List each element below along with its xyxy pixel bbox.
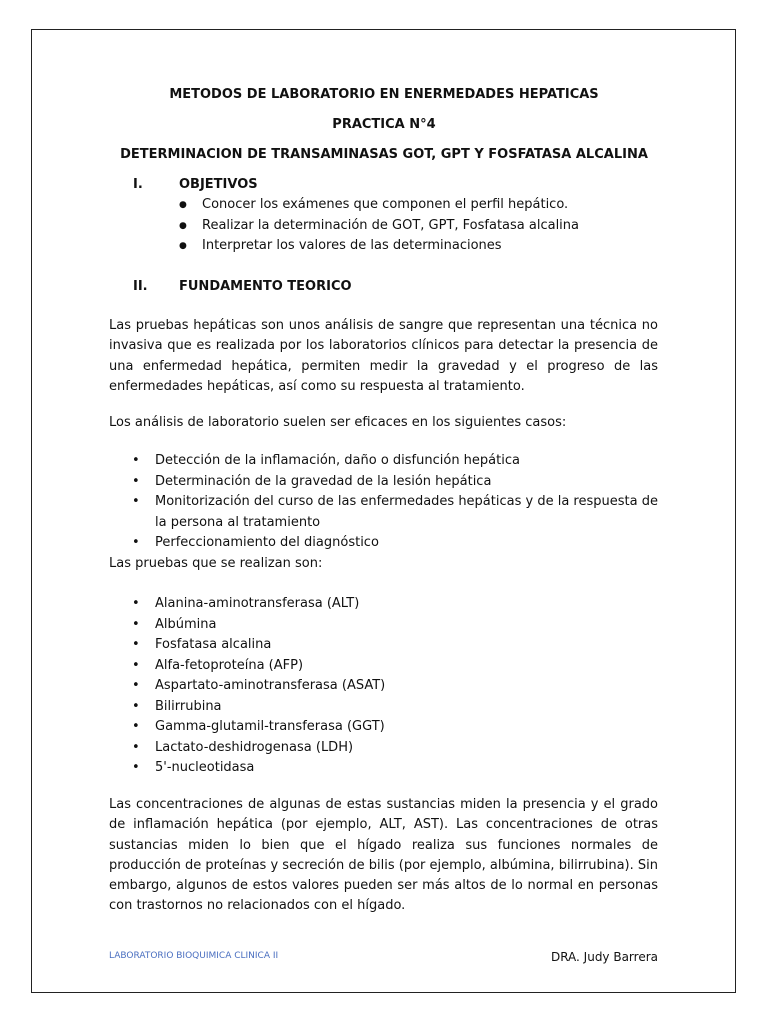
objectives-list <box>178 195 579 257</box>
cases-list <box>131 451 658 554</box>
list-item: ● Realizar la determinación de GOT, GPT, Fosfatasa alcalina <box>178 216 579 237</box>
list-item: • Aspartato-aminotransferasa (ASAT) <box>131 676 658 697</box>
list-item: • Detección de la inflamación, daño o disfunción hepática <box>131 451 658 472</box>
cases-intro: Los análisis de laboratorio suelen ser eficaces en los siguientes casos: <box>109 415 567 430</box>
list-item: ● Conocer los exámenes que componen el perfil hepático. <box>178 195 579 216</box>
list-item: • Lactato-deshidrogenasa (LDH) <box>131 738 658 759</box>
paragraph-concentrations: Las concentraciones de algunas de estas sustancias miden la presencia y el grado de inflamación hepática (por ejemplo, ALT, AST). Las concentraciones de otras sustancias miden lo bien que el hígado realiza sus funciones normales de producción de proteínas y secreción de bilis (por ejemplo, albúmina, bilirrubina). Sin embargo, algunos de estos valores pueden ser más altos de lo normal en personas con trastornos no relacionados con el hígado. <box>109 797 658 914</box>
paragraph-intro: Las pruebas hepáticas son unos análisis de sangre que representan una técnica no invasiva que es realizada por los laboratorios clínicos para detectar la presencia de una enfermedad hepática, permiten medir la gravedad y el progreso de las enfermedades hepáticas, así como su respuesta al tratamiento. <box>109 318 658 394</box>
section-title: OBJETIVOS <box>179 177 258 192</box>
list-item: • Alanina-aminotransferasa (ALT) <box>131 594 658 615</box>
list-item: • Albúmina <box>131 615 658 636</box>
list-item: • Determinación de la gravedad de la lesión hepática <box>131 472 658 493</box>
list-item: • Alfa-fetoproteína (AFP) <box>131 656 658 677</box>
section-objetivos-heading <box>133 177 433 195</box>
list-item: • Monitorización del curso de las enfermedades hepáticas y de la respuesta de la persona al tratamiento <box>131 492 658 533</box>
practice-subtitle: DETERMINACION DE TRANSAMINASAS GOT, GPT Y FOSFATASA ALCALINA <box>120 147 648 162</box>
doc-title: METODOS DE LABORATORIO EN ENERMEDADES HEPATICAS <box>169 87 599 102</box>
list-item: • 5'-nucleotidasa <box>131 758 658 779</box>
list-item: • Gamma-glutamil-transferasa (GGT) <box>131 717 658 738</box>
tests-list <box>131 594 658 779</box>
section-fundamento-heading <box>133 279 433 297</box>
footer-author: DRA. Judy Barrera <box>550 950 658 964</box>
list-item: • Fosfatasa alcalina <box>131 635 658 656</box>
tests-intro: Las pruebas que se realizan son: <box>109 556 323 571</box>
practice-number: PRACTICA N°4 <box>332 117 436 132</box>
section-number: I. <box>133 177 143 192</box>
list-item: • Bilirrubina <box>131 697 658 718</box>
section-number: II. <box>133 279 148 294</box>
section-title: FUNDAMENTO TEORICO <box>179 279 352 294</box>
list-item: • Perfeccionamiento del diagnóstico <box>131 533 658 554</box>
footer-course: LABORATORIO BIOQUIMICA CLINICA II <box>109 951 279 961</box>
list-item: ● Interpretar los valores de las determinaciones <box>178 236 579 257</box>
